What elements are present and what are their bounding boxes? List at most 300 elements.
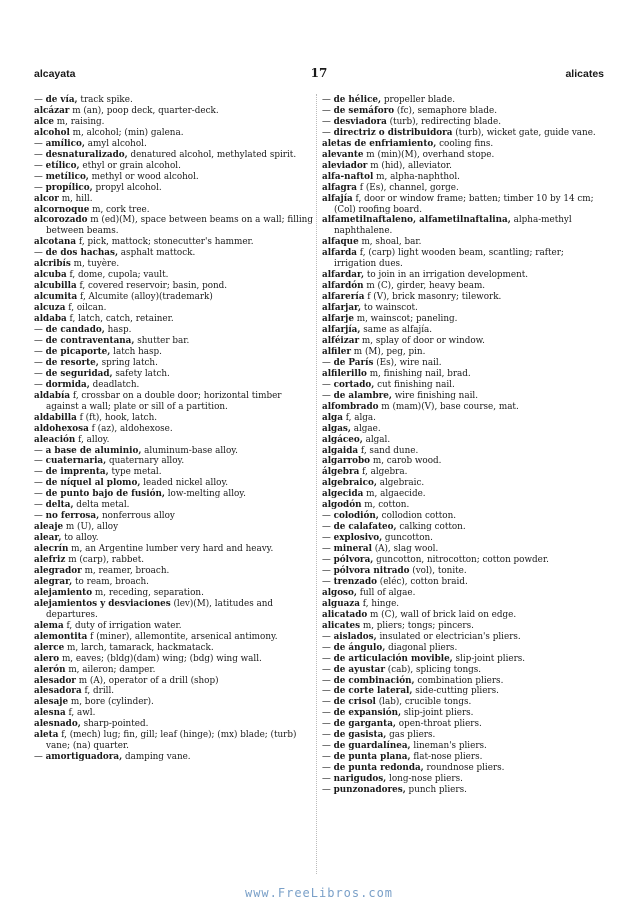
entry-definition: m, tuyère. — [70, 259, 120, 270]
dictionary-entry — [34, 435, 316, 446]
entry-definition: m, aileron; damper. — [65, 664, 156, 675]
dictionary-entry — [34, 654, 316, 665]
entry-headword: — dormida, — [34, 379, 90, 390]
entry-headword: — explosivo, — [322, 533, 383, 544]
sub-entry — [322, 544, 604, 555]
entry-headword: — etílico, — [34, 160, 80, 171]
entry-definition: leaded nickel alloy. — [140, 478, 229, 489]
entry-headword: alcribís — [34, 259, 71, 270]
entry-definition: f (az), aldohexose. — [88, 423, 173, 434]
entry-definition: flat-nose pliers. — [410, 752, 483, 763]
watermark-footer: www.FreeLibros.com — [244, 886, 394, 900]
entry-definition: long-nose pliers. — [386, 774, 463, 785]
sub-entry — [322, 719, 604, 730]
dictionary-entry — [34, 632, 316, 643]
entry-definition: (cab), splicing tongs. — [384, 664, 482, 675]
sub-entry — [322, 708, 604, 719]
entry-headword: alfardar, — [322, 270, 365, 281]
entry-headword: — de hélice, — [322, 95, 382, 105]
sub-entry — [34, 467, 316, 478]
entry-headword: — de imprenta, — [34, 467, 109, 478]
entry-headword: alfardón — [322, 281, 364, 292]
entry-headword: — directriz o distribuidora — [322, 127, 453, 138]
entry-headword: alga — [322, 412, 343, 423]
dictionary-entry — [322, 292, 604, 303]
sub-entry — [322, 117, 604, 128]
entry-headword: — de punta plana, — [322, 752, 411, 763]
entry-headword: — de ángulo, — [322, 642, 386, 653]
entry-definition: m, reamer, broach. — [81, 565, 170, 576]
entry-headword: aleta — [34, 730, 59, 741]
sub-entry — [34, 139, 316, 150]
entry-headword: — de resorte, — [34, 357, 99, 368]
entry-definition: m, wainscot; paneling. — [353, 314, 458, 325]
entry-headword: — amílico, — [34, 138, 85, 149]
entry-definition: m, pliers; tongs; pincers. — [360, 620, 474, 631]
entry-definition: f, door or window frame; batten; timber 10 by 14 cm; (Col) roofing board. — [334, 193, 594, 215]
entry-definition: asphalt mattock. — [118, 248, 196, 259]
entry-headword: alcuba — [34, 270, 67, 281]
sub-entry — [322, 391, 604, 402]
entry-headword: — de articulación movible, — [322, 653, 453, 664]
entry-headword: alféizar — [322, 335, 360, 346]
entry-headword: — metílico, — [34, 171, 89, 182]
entry-headword: alegrador — [34, 565, 82, 576]
entry-definition: f, crossbar on a double door; horizontal timber against a wall; plate or sill of a partition. — [46, 390, 282, 412]
entry-definition: (turb), redirecting blade. — [386, 116, 502, 127]
entry-definition: calking cotton. — [396, 522, 466, 533]
dictionary-entry — [34, 292, 316, 303]
entry-definition: m, receding, separation. — [92, 587, 204, 598]
entry-definition: m (U), alloy — [63, 522, 119, 533]
dictionary-entry — [34, 522, 316, 533]
entry-headword: aldohexosa — [34, 423, 89, 434]
entry-headword: — de vía, — [34, 95, 78, 105]
sub-entry — [34, 369, 316, 380]
entry-headword: alerce — [34, 642, 65, 653]
sub-entry — [34, 150, 316, 161]
entry-definition: m, cotton. — [361, 500, 410, 511]
entry-headword: — propílico, — [34, 182, 93, 193]
dictionary-entry — [34, 566, 316, 577]
entry-headword: alefriz — [34, 555, 66, 566]
dictionary-entry — [34, 730, 316, 752]
entry-headword: algoso, — [322, 587, 357, 598]
sub-entry — [34, 336, 316, 347]
entry-headword: aleviador — [322, 160, 368, 171]
dictionary-entry — [34, 665, 316, 676]
entry-definition: m (C), wall of brick laid on edge. — [367, 609, 517, 620]
entry-headword: alcotana — [34, 237, 77, 248]
entry-definition: m, splay of door or window. — [359, 335, 485, 346]
sub-entry — [322, 128, 604, 139]
sub-entry — [322, 533, 604, 544]
entry-headword: — de crisol — [322, 697, 376, 708]
entry-definition: m (an), poop deck, quarter-deck. — [69, 105, 219, 116]
entry-headword: alfarda — [322, 248, 358, 259]
entry-definition: to alloy. — [61, 533, 99, 544]
entry-definition: to ream, broach. — [72, 576, 149, 587]
entry-headword: alfilerillo — [322, 368, 367, 379]
entry-headword: — mineral — [322, 544, 372, 555]
entry-definition: alpha-methyl naphthalene. — [334, 215, 572, 237]
sub-entry — [322, 686, 604, 697]
entry-definition: f, Alcumite (alloy)(trademark) — [77, 292, 213, 303]
dictionary-entry — [322, 467, 604, 478]
entry-definition: same as alfajía. — [360, 325, 433, 336]
entry-definition: to join in an irrigation development. — [364, 270, 529, 281]
entry-headword: alfaque — [322, 237, 359, 248]
entry-definition: m, larch, tamarack, hackmatack. — [64, 642, 214, 653]
entry-definition: (vol), tonite. — [409, 565, 467, 576]
entry-definition: lineman's pliers. — [410, 741, 487, 752]
entry-headword: algaida — [322, 445, 359, 456]
entry-definition: m, alpha-naphthol. — [373, 171, 460, 182]
dictionary-entry — [34, 621, 316, 632]
entry-headword: alcor — [34, 193, 59, 204]
entry-headword: aldabilla — [34, 412, 77, 423]
entry-headword: alemontita — [34, 631, 88, 642]
entry-definition: algal. — [362, 434, 391, 445]
sub-entry — [34, 248, 316, 259]
entry-definition: f, hinge. — [359, 598, 400, 609]
entry-headword: alerón — [34, 664, 66, 675]
entry-headword: alesna — [34, 708, 66, 719]
entry-definition: f, duty of irrigation water. — [63, 620, 182, 631]
entry-definition: (Es), wire nail. — [373, 357, 442, 368]
sub-entry — [34, 752, 316, 763]
entry-headword: alesaje — [34, 697, 69, 708]
dictionary-entry — [322, 325, 604, 336]
entry-headword: alfa-naftol — [322, 171, 374, 182]
entry-headword: — de seguridad, — [34, 368, 113, 379]
entry-definition: algae. — [350, 423, 381, 434]
entry-headword: — de guardalínea, — [322, 741, 411, 752]
entry-definition: algebraic. — [376, 478, 425, 489]
sub-entry — [322, 358, 604, 369]
sub-entry — [322, 654, 604, 665]
entry-headword: — de ayustar — [322, 664, 385, 675]
right-column — [322, 95, 604, 796]
dictionary-entry — [34, 643, 316, 654]
sub-entry — [34, 478, 316, 489]
dictionary-entry — [322, 314, 604, 325]
dictionary-entry — [34, 577, 316, 588]
entry-definition: propyl alcohol. — [92, 182, 162, 193]
entry-definition: m, shoal, bar. — [358, 237, 422, 248]
entry-definition: (A), slag wool. — [371, 544, 439, 555]
entry-headword: alguaza — [322, 598, 360, 609]
sub-entry — [322, 697, 604, 708]
entry-headword: algarrobo — [322, 456, 371, 467]
sub-entry — [34, 489, 316, 500]
entry-definition: m (C), girder, heavy beam. — [363, 281, 486, 292]
entry-headword: — de garganta, — [322, 719, 396, 730]
entry-headword: — a base de aluminio, — [34, 445, 142, 456]
sub-entry — [322, 566, 604, 577]
entry-definition: aluminum-base alloy. — [141, 445, 238, 456]
entry-definition: (eléc), cotton braid. — [377, 576, 468, 587]
dictionary-entry — [322, 336, 604, 347]
entry-headword: — de candado, — [34, 325, 105, 336]
dictionary-entry — [34, 117, 316, 128]
entry-headword: — de calafateo, — [322, 522, 397, 533]
sub-entry — [34, 456, 316, 467]
dictionary-entry — [322, 281, 604, 292]
entry-definition: m, bore (cylinder). — [68, 697, 154, 708]
entry-headword: alicatado — [322, 609, 368, 620]
entry-headword: alesador — [34, 675, 76, 686]
sub-entry — [34, 172, 316, 183]
entry-definition: m, hill. — [58, 193, 93, 204]
dictionary-entry — [34, 194, 316, 205]
entry-headword: algas, — [322, 423, 351, 434]
entry-definition: m, alcohol; (min) galena. — [69, 127, 184, 138]
entry-definition: diagonal pliers. — [385, 642, 458, 653]
entry-headword: aletas de enfriamiento, — [322, 138, 437, 149]
entry-definition: (lab), crucible tongs. — [375, 697, 472, 708]
sub-entry — [322, 577, 604, 588]
dictionary-entry — [322, 435, 604, 446]
sub-entry — [34, 511, 316, 522]
entry-definition: f, oilcan. — [65, 303, 107, 314]
entry-headword: — de punto bajo de fusión, — [34, 489, 165, 500]
dictionary-entry — [34, 391, 316, 413]
sub-entry — [322, 730, 604, 741]
entry-headword: algecida — [322, 489, 364, 500]
entry-definition: spring latch. — [98, 357, 158, 368]
entry-definition: nonferrous alloy — [99, 511, 175, 522]
entry-headword: alecrín — [34, 544, 69, 555]
entry-headword: — cuaternaria, — [34, 456, 107, 467]
dictionary-entry — [34, 281, 316, 292]
entry-headword: alcumita — [34, 292, 78, 303]
entry-definition: m (hid), alleviator. — [367, 160, 452, 171]
entry-headword: — cortado, — [322, 379, 375, 390]
entry-definition: collodion cotton. — [378, 511, 457, 522]
entry-definition: side-cutting pliers. — [412, 686, 499, 697]
dictionary-entry — [322, 599, 604, 610]
dictionary-entry — [322, 621, 604, 632]
sub-entry — [34, 446, 316, 457]
dictionary-entry — [322, 588, 604, 599]
entry-headword: — de corte lateral, — [322, 686, 413, 697]
dictionary-entry — [34, 128, 316, 139]
sub-entry — [322, 741, 604, 752]
entry-headword: — de contraventana, — [34, 335, 135, 346]
dictionary-entry — [322, 489, 604, 500]
entry-definition: denatured alcohol, methylated spirit. — [127, 149, 297, 160]
entry-headword: algebraico, — [322, 478, 377, 489]
dictionary-entry — [322, 446, 604, 457]
entry-definition: deadlatch. — [89, 379, 140, 390]
entry-definition: low-melting alloy. — [164, 489, 246, 500]
entry-definition: f, awl. — [65, 708, 96, 719]
entry-headword: alfarje — [322, 314, 354, 325]
entry-headword: — narigudos, — [322, 774, 387, 785]
entry-headword: alfagra — [322, 182, 358, 193]
dictionary-entry — [34, 544, 316, 555]
dictionary-entry — [322, 478, 604, 489]
entry-headword: — de dos hachas, — [34, 248, 119, 259]
dictionary-entry — [322, 183, 604, 194]
entry-headword: alfametilnaftaleno, alfametilnaftalina, — [322, 215, 511, 226]
entry-headword: — no ferrosa, — [34, 511, 100, 522]
entry-definition: amyl alcohol. — [84, 138, 147, 149]
entry-definition: full of algae. — [356, 587, 416, 598]
entry-headword: — de semáforo — [322, 105, 395, 116]
entry-definition: m (min)(M), overhand stope. — [363, 149, 495, 160]
entry-headword: alema — [34, 620, 64, 631]
entry-headword: aldaba — [34, 314, 67, 325]
entry-headword: — trenzado — [322, 576, 377, 587]
dictionary-entry — [322, 402, 604, 413]
entry-definition: f, alga. — [342, 412, 376, 423]
entry-definition: methyl or wood alcohol. — [88, 171, 199, 182]
sub-entry — [322, 106, 604, 117]
sub-entry — [322, 785, 604, 796]
dictionary-entry — [34, 205, 316, 216]
entry-definition: punch pliers. — [405, 785, 467, 796]
dictionary-entry — [322, 500, 604, 511]
entry-headword: aleación — [34, 434, 76, 445]
entry-definition: slip-joint pliers. — [452, 653, 526, 664]
entry-definition: f (miner), allemontite, arsenical antimony. — [87, 631, 278, 642]
entry-headword: alfarería — [322, 292, 365, 303]
entry-definition: slip-joint pliers. — [401, 708, 474, 719]
entry-definition: m (ed)(M), space between beams on a wall; filling between beams. — [46, 215, 313, 237]
entry-definition: delta metal. — [73, 500, 130, 511]
sub-entry — [322, 632, 604, 643]
dictionary-entry — [34, 676, 316, 687]
entry-headword: alcohol — [34, 127, 70, 138]
dictionary-entry — [34, 259, 316, 270]
entry-headword: — amortiguadora, — [34, 752, 123, 763]
entry-definition: (fc), semaphore blade. — [394, 105, 497, 116]
entry-headword: alcorozado — [34, 215, 88, 226]
entry-definition: ethyl or grain alcohol. — [79, 160, 181, 171]
sub-entry — [34, 380, 316, 391]
dictionary-entry — [322, 369, 604, 380]
entry-definition: roundnose pliers. — [423, 763, 505, 774]
entry-definition: f (V), brick masonry; tilework. — [364, 292, 502, 303]
entry-headword: — de picaporte, — [34, 346, 111, 357]
dictionary-entry — [34, 424, 316, 435]
entry-headword: alfiler — [322, 346, 352, 357]
dictionary-entry — [34, 588, 316, 599]
dictionary-entry — [322, 456, 604, 467]
entry-headword: — desnaturalizado, — [34, 149, 128, 160]
entry-headword: alcázar — [34, 105, 70, 116]
sub-entry — [322, 643, 604, 654]
dictionary-entry — [34, 303, 316, 314]
entry-definition: f, drill. — [81, 686, 115, 697]
dictionary-entry — [34, 533, 316, 544]
column-divider — [316, 94, 318, 874]
entry-definition: guncotton, nitrocotton; cotton powder. — [373, 555, 549, 566]
entry-headword: — delta, — [34, 500, 74, 511]
entry-definition: quaternary alloy. — [106, 456, 185, 467]
dictionary-entry — [322, 413, 604, 424]
entry-definition: hasp. — [104, 325, 132, 336]
entry-headword: alfarjar, — [322, 303, 362, 314]
entry-headword: alejamiento — [34, 587, 93, 598]
entry-definition: latch hasp. — [110, 346, 162, 357]
entry-headword: alero — [34, 653, 60, 664]
entry-headword: alegrar, — [34, 576, 73, 587]
entry-headword: — aislados, — [322, 631, 377, 642]
dictionary-entry — [34, 215, 316, 237]
entry-definition: f, algebra. — [359, 467, 408, 478]
entry-headword: — de gasista, — [322, 730, 387, 741]
entry-headword: algodón — [322, 500, 362, 511]
sub-entry — [322, 752, 604, 763]
entry-definition: f, latch, catch, retainer. — [66, 314, 174, 325]
dictionary-entry — [34, 106, 316, 117]
dictionary-entry — [34, 719, 316, 730]
entry-definition: track spike. — [77, 95, 133, 105]
entry-definition: m, raising. — [54, 116, 105, 127]
guide-word-right: alicates — [565, 68, 604, 80]
dictionary-entry — [322, 248, 604, 270]
entry-headword: — punzonadores, — [322, 785, 406, 796]
dictionary-entry — [34, 599, 316, 621]
entry-definition: insulated or electrician's pliers. — [376, 631, 521, 642]
dictionary-entry — [34, 686, 316, 697]
dictionary-entry — [322, 610, 604, 621]
entry-definition: damping vane. — [122, 752, 191, 763]
entry-headword: alcuza — [34, 303, 66, 314]
dictionary-entry — [34, 708, 316, 719]
sub-entry — [322, 511, 604, 522]
entry-headword: — de combinación, — [322, 675, 415, 686]
entry-definition: f, (carp) light wooden beam, scantling; rafter; irrigation dues. — [334, 248, 564, 270]
entry-headword: alevante — [322, 149, 364, 160]
entry-definition: sharp-pointed. — [80, 719, 149, 730]
dictionary-entry — [322, 161, 604, 172]
entry-definition: m (carp), rabbet. — [65, 555, 145, 566]
entry-headword: — pólvora, — [322, 555, 374, 566]
entry-headword: — de alambre, — [322, 390, 392, 401]
sub-entry — [34, 500, 316, 511]
entry-headword: — desviadora — [322, 116, 387, 127]
entry-definition: m (M), peg, pin. — [351, 346, 426, 357]
entry-headword: — de expansión, — [322, 708, 402, 719]
page-number: 17 — [310, 66, 328, 80]
sub-entry — [34, 347, 316, 358]
entry-definition: shutter bar. — [134, 335, 190, 346]
entry-definition: open-throat pliers. — [395, 719, 482, 730]
entry-definition: m (mam)(V), base course, mat. — [378, 401, 519, 412]
entry-definition: to wainscot. — [361, 303, 418, 314]
entry-headword: alfombrado — [322, 401, 379, 412]
entry-definition: combination pliers. — [414, 675, 504, 686]
sub-entry — [322, 774, 604, 785]
entry-definition: type metal. — [108, 467, 162, 478]
dictionary-entry — [322, 215, 604, 237]
entry-headword: alesadora — [34, 686, 82, 697]
entry-headword: alicates — [322, 620, 361, 631]
dictionary-entry — [322, 150, 604, 161]
entry-headword: aleaje — [34, 522, 64, 533]
entry-headword: alce — [34, 116, 54, 127]
entry-definition: cut finishing nail. — [374, 379, 455, 390]
entry-definition: f (Es), channel, gorge. — [357, 182, 459, 193]
entry-definition: f, sand dune. — [358, 445, 419, 456]
entry-definition: m (A), operator of a drill (shop) — [75, 675, 219, 686]
sub-entry — [322, 676, 604, 687]
dictionary-entry — [34, 270, 316, 281]
